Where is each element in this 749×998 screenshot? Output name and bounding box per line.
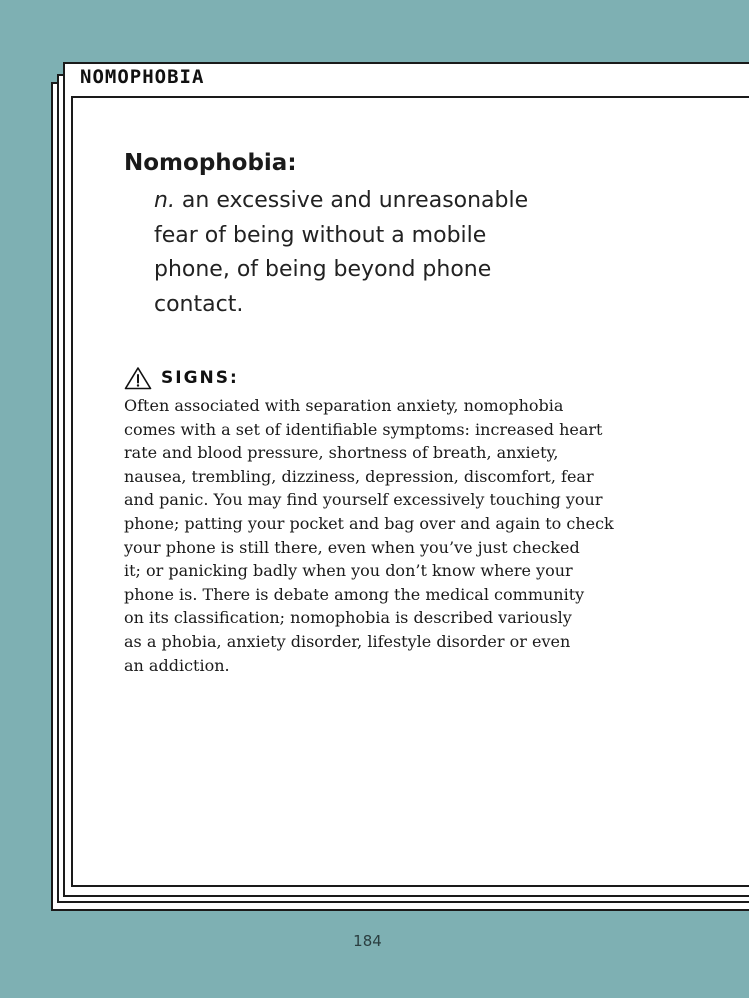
definition-line: an excessive and unreasonable xyxy=(174,188,529,213)
running-head: NOMOPHOBIA xyxy=(80,66,205,88)
body-line: phone is. There is debate among the medical community xyxy=(124,584,585,604)
body-line: Often associated with separation anxiety, nomophobia xyxy=(124,396,564,415)
body-line: as a phobia, anxiety disorder, lifestyle disorder or even xyxy=(124,631,571,651)
definition-line: fear of being without a mobile xyxy=(154,222,487,248)
page-number: 184 xyxy=(353,932,382,950)
definition-line: phone, of being beyond phone xyxy=(154,257,492,282)
body-line: it; or panicking badly when you don’t know where your xyxy=(124,561,573,581)
body-line: on its classification; nomophobia is described variously xyxy=(124,608,572,628)
part-of-speech: n. xyxy=(154,188,175,213)
body-line: and panic. You may find yourself excessively touching your xyxy=(124,490,603,510)
body-line: rate and blood pressure, shortness of breath, anxiety, xyxy=(124,443,559,463)
body-line: phone; patting your pocket and bag over and again to check xyxy=(124,513,614,533)
body-line: nausea, trembling, dizziness, depression, discomfort, fear xyxy=(124,466,594,486)
definition-term: Nomophobia: xyxy=(124,150,297,176)
body-line: comes with a set of identifiable symptoms: increased heart xyxy=(124,419,603,439)
signs-heading xyxy=(124,366,239,390)
warning-triangle-icon xyxy=(124,366,152,390)
signs-body xyxy=(124,394,624,677)
signs-label: SIGNS: xyxy=(161,368,239,388)
body-line: an addiction. xyxy=(124,655,230,675)
definition-line: contact. xyxy=(154,291,244,317)
definition-text xyxy=(154,184,614,322)
body-line: your phone is still there, even when you’ve just checked xyxy=(124,537,580,557)
